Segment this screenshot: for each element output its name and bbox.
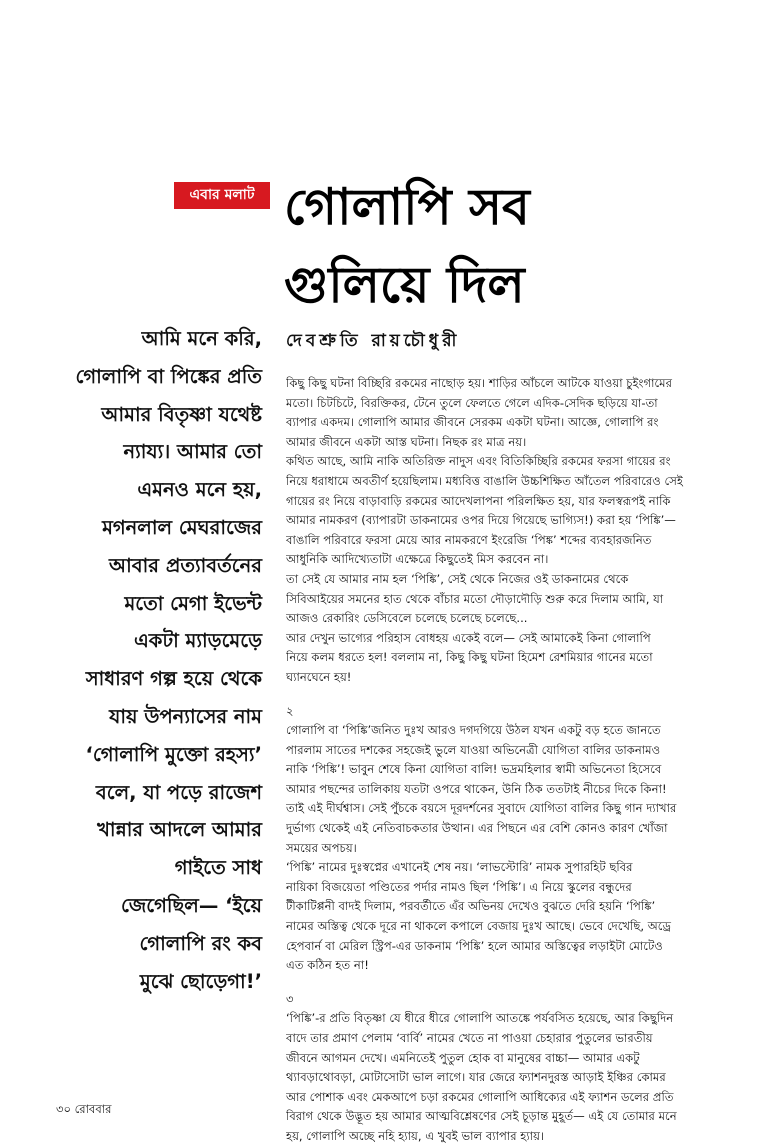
- text-line: আমার জীবনে একটা আস্ত ঘটনা। নিছক রং মাত্র নয়।: [286, 434, 527, 449]
- text-line: পারলাম সাতের দশকের সহজেই ভুলে যাওয়া অভিনেত্রী যোগিতা বালির ডাকনামও: [286, 742, 661, 757]
- text-line: নাকি ‘পিঙ্কি’! ভাবুন শেষে কিনা যোগিতা বালি! ভদ্রমহিলার স্বামী অভিনেতা হিসেবে: [286, 762, 662, 777]
- article-body: [286, 374, 716, 1147]
- text-line: ঘ্যানঘেনে হয়!: [286, 669, 352, 684]
- text-line: মতো। চিটচিটে, বিরক্তিকর, টেনে তুলে ফেলতে গেলে এদিক-সেদিক ছড়িয়ে যা-তা: [286, 395, 658, 410]
- pull-quote-line: গোলাপি রং কব: [139, 931, 262, 955]
- byline: দেবশ্রুতি রায়চৌধুরী: [286, 331, 461, 351]
- pull-quote: [56, 320, 262, 1000]
- text-line: নিয়ে কলম ধরতে হল! বললাম না, কিছু কিছু ঘটনা হিমেশ রেশমিয়ার গানের মতো: [286, 650, 653, 665]
- pull-quote-line: যায় উপন্যাসের নাম: [109, 704, 262, 728]
- paragraph: [286, 374, 716, 452]
- headline-line-1: গোলাপি সব: [284, 178, 530, 236]
- text-line: গায়ের রং নিয়ে বাড়াবাড়ি রকমের আদেখলাপনা পরিলক্ষিত হয়, যার ফলস্বরূপই নাকি: [286, 493, 671, 508]
- pull-quote-line: বলে, যা পড়ে রাজেশ: [95, 780, 262, 804]
- pull-quote-line: গাইতে সাধ: [174, 856, 262, 880]
- text-line: আমার নামকরণ (ব্যাপারটা ডাকনামের ওপর দিয়ে গিয়েছে ভাগ্যিস!) করা হয় ‘পিঙ্কি’—: [286, 513, 676, 528]
- text-line: থ্যাবড়াথোবড়া, মোটাসোটা ভাল লাগে। যার জেরে ফ্যাশনদুরস্ত আড়াই ইঞ্চির কোমর: [286, 1070, 666, 1085]
- text-line: ‘পিঙ্কি’-র প্রতি বিতৃষ্ণা যে ধীরে ধীরে গোলাপি আতঙ্কে পর্যবসিত হয়েছে, আর কিছুদিন: [286, 1011, 674, 1026]
- text-line: নামের অস্তিত্ব থেকে দূরে না থাকলে কপালে বেজায় দুঃখ আছে। ভেবে দেখেছি, অড্রে: [286, 919, 671, 934]
- text-line: বিরাগ থেকে উদ্ভূত হয় আমার আত্মবিশ্লেষণের সেই চূড়ান্ত মুহূর্ত— এই যে তোমার মনে: [286, 1109, 677, 1124]
- text-line: আজও রেকারিং ডেসিবেলে চলেছে চলেছে চলেছে...: [286, 611, 528, 626]
- paragraph: [286, 570, 716, 629]
- text-line: বাদে তার প্রমাণ পেলাম ‘বার্বি’ নামের খেতে না পাওয়া চেহারার পুতুলের ভারতীয়: [286, 1031, 653, 1045]
- folio: ৩০ রোববার: [56, 1102, 112, 1116]
- text-line: হয়, গোলাপি অচ্ছে নহি হ্যায়, এ খুবই ভাল ব্যাপার হ্যায়।: [286, 1128, 545, 1143]
- text-line: আর পোশাক এবং মেকআপে চড়া রকমের গোলাপি আধিক্যের এই ফ্যাশন ডলের প্রতি: [286, 1089, 674, 1104]
- paragraph: [286, 1009, 716, 1146]
- text-line: বাঙালি পরিবারে ফরসা মেয়ে আর নামকরণে ইংরেজি ‘পিঙ্ক’ শব্দের ব্যবহারজনিত: [286, 532, 652, 547]
- pull-quote-line: মগনলাল মেঘরাজের: [102, 515, 262, 539]
- text-line: তা সেই যে আমার নাম হল ‘পিঙ্কি’, সেই থেকে নিজের ওই ডাকনামের থেকে: [286, 571, 629, 586]
- text-line: দুর্ভাগ্য থেকেই এই নেতিবাচকতার উত্থান। এর পিছনে এর বেশি কোনও কারণ খোঁজা: [286, 821, 668, 836]
- paragraph: [286, 452, 716, 570]
- pull-quote-line: মতো মেগা ইভেন্ট: [124, 591, 262, 615]
- text-line: আধুনিকি আদিখ্যেতাটা এক্ষেত্রে কিছুতেই মিস করবেন না।: [286, 552, 549, 567]
- text-line: ‘পিঙ্কি’ নামের দুঃস্বপ্নের এখানেই শেষ নয়। ‘লাভস্টোরি’ নামক সুপারহিট ছবির: [286, 860, 633, 875]
- pull-quote-line: গোলাপি বা পিঙ্কের প্রতি: [75, 364, 262, 388]
- text-line: নায়িকা বিজয়েতা পণ্ডিতের পর্দার নামও ছিল ‘পিঙ্কি’। এ নিয়ে স্কুলের বন্ধুদের: [286, 879, 632, 894]
- pull-quote-line: আমার বিতৃষ্ণা যথেষ্ট: [101, 402, 262, 426]
- section-number: ৩: [286, 991, 294, 1006]
- text-line: নিয়ে ধরাধামে অবতীর্ণ হয়েছিলাম। মধ্যবিত্ত বাঙালি উচ্চশিক্ষিত আঁতেল পরিবারেও সেই: [286, 473, 683, 488]
- pull-quote-line: খান্নার আদলে আমার: [97, 818, 262, 842]
- section-number: ২: [286, 703, 294, 718]
- text-line: আমার পছন্দের তালিকায় যতটা ওপরে থাকেন, উনি ঠিক ততটাই নীচের দিকে কিনা!: [286, 781, 667, 796]
- pull-quote-line: আমি মনে করি,: [141, 327, 262, 350]
- paragraph: [286, 629, 716, 688]
- pull-quote-line: ন্যায্য। আমার তো: [123, 440, 262, 464]
- pull-quote-line: মুঝে ছোড়েগা!’: [139, 969, 262, 993]
- text-line: গোলাপি বা ‘পিঙ্কি’জনিত দুঃখ আরও দগদগিয়ে উঠল যখন একটু বড় হতে জানতে: [286, 723, 661, 738]
- pull-quote-line: সাধারণ গল্প হয়ে থেকে: [85, 667, 262, 691]
- pull-quote-line: এমনও মনে হয়,: [137, 478, 262, 502]
- headline: [284, 168, 704, 324]
- paragraph: [286, 721, 716, 858]
- text-line: হেপবার্ন বা মেরিল স্ট্রিপ-এর ডাকনাম ‘পিঙ্কি’ হলে আমার অস্তিত্বের লড়াইটা মোটেও: [286, 938, 663, 953]
- pull-quote-line: একটা ম্যাড়মেড়ে: [133, 629, 262, 653]
- pull-quote-line: ‘গোলাপি মুক্তো রহস্য’: [85, 742, 262, 766]
- pull-quote-line: আবার প্রত্যাবর্তনের: [109, 553, 262, 577]
- text-line: কিছু কিছু ঘটনা বিচ্ছিরি রকমের নাছোড় হয়। শাড়ির আঁচলে আটকে যাওয়া চুইংগামের: [286, 376, 672, 390]
- text-line: জীবনে আগমন দেখে। এমনিতেই পুতুল হোক বা মানুষের বাচ্চা— আমার একটু: [286, 1050, 640, 1065]
- text-line: এত কঠিন হত না!: [286, 958, 369, 973]
- section-tag: এবার মলাট: [174, 182, 270, 209]
- text-line: আর দেখুন ভাগ্যের পরিহাস বোধহয় একেই বলে— সেই আমাকেই কিনা গোলাপি: [286, 630, 651, 645]
- text-line: ব্যাপার একদম। গোলাপি আমার জীবনে সেরকম একটা ঘটনা। আজ্ঞে, গোলাপি রং: [286, 415, 659, 430]
- text-line: টীকাটিপ্পনী বাদই দিলাম, পরবর্তীতে এঁর অভিনয় দেখেও বুঝতে দেরি হয়নি ‘পিঙ্কি’: [286, 899, 656, 914]
- text-line: কথিত আছে, আমি নাকি অতিরিক্ত নাদুস এবং বিতিকিচ্ছিরি রকমের ফরসা গায়ের রং: [286, 454, 671, 469]
- text-line: তাই এই দীর্ঘশ্বাস। সেই পুঁচকে বয়সে দূরদর্শনের সুবাদে যোগিতা বালির কিছু গান দ্যাখার: [286, 801, 677, 816]
- paragraph: [286, 858, 716, 976]
- pull-quote-line: জেগেছিল— ‘ইয়ে: [120, 893, 262, 917]
- text-line: সময়ের অপচয়।: [286, 840, 357, 855]
- headline-line-2: গুলিয়ে দিল: [284, 256, 525, 314]
- text-line: সিবিআইয়ের সমনের হাত থেকে বাঁচার মতো দৌড়াদৌড়ি শুরু করে দিলাম আমি, যা: [286, 591, 664, 606]
